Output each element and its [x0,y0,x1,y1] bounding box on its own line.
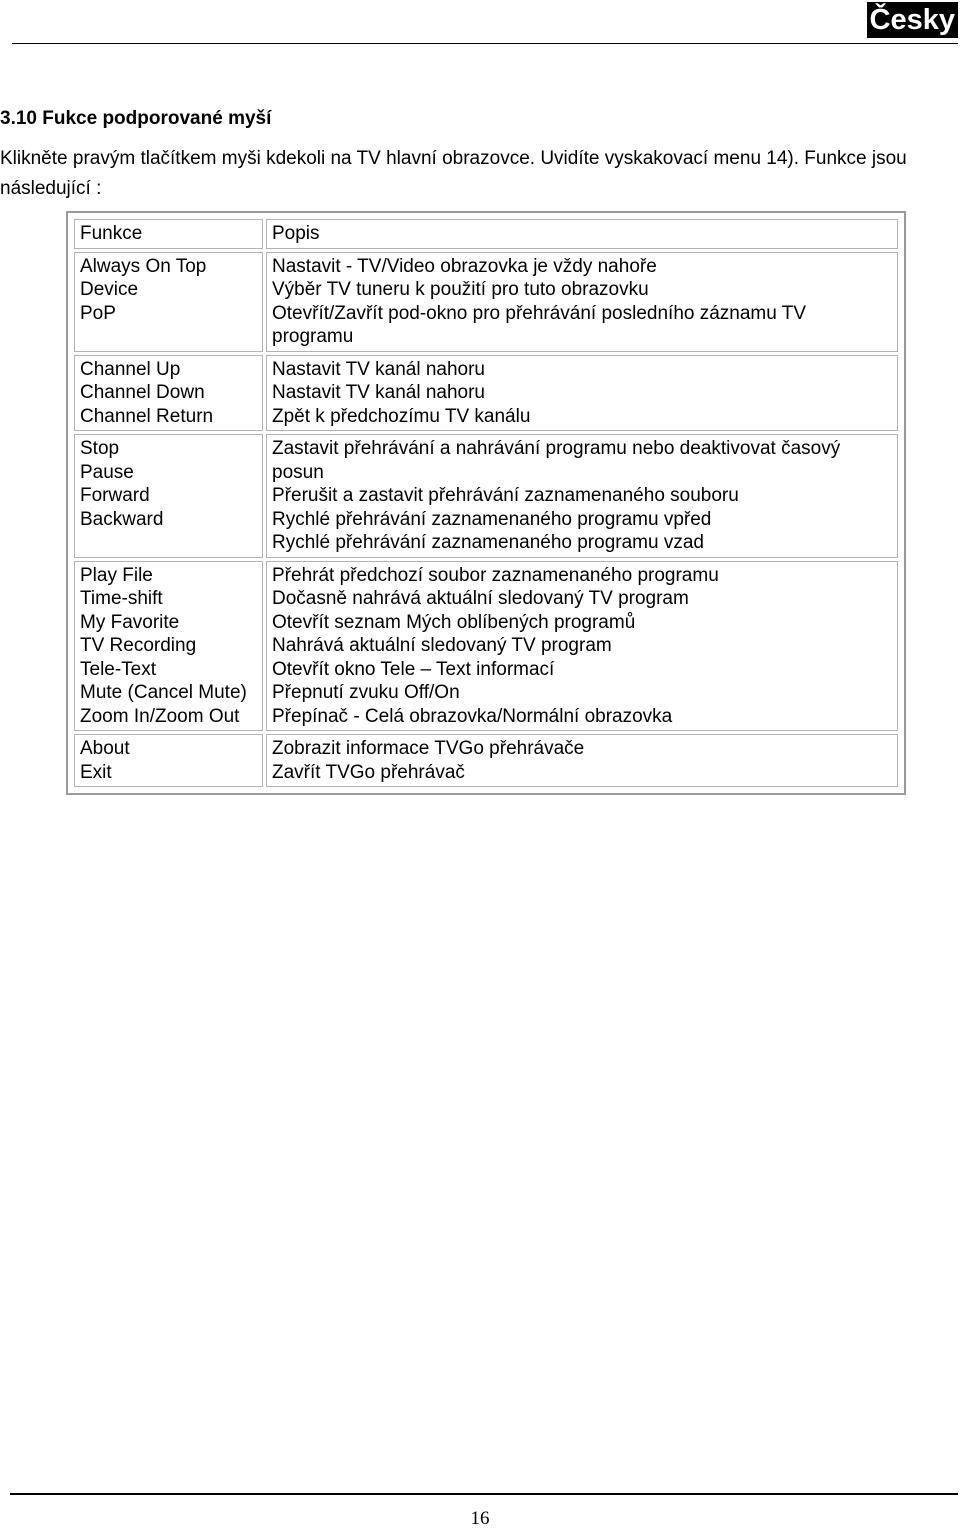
function-description: Otevřít/Zavřít pod-okno pro přehrávání posledního záznamu TV [272,302,807,324]
function-name: Device [80,279,139,300]
function-names-cell [74,252,263,352]
table-row [74,561,898,732]
table-row [74,734,898,787]
function-names-cell [74,355,263,432]
function-description: posun [272,461,324,483]
function-description: Zpět k předchozímu TV kanálu [272,405,531,427]
function-description: Zastavit přehrávání a nahrávání programu nebo deaktivovat časový [272,438,841,459]
function-description-cell [266,355,898,432]
function-description: Dočasně nahrává aktuální sledovaný TV program [272,588,689,609]
function-name: Channel Down [80,382,205,403]
function-name: About [80,738,130,759]
language-badge: Česky [867,2,958,38]
function-name: Pause [80,461,134,483]
function-name: Stop [80,438,120,459]
intro-paragraph [0,144,960,204]
function-name: My Favorite [80,611,180,633]
function-description: Zobrazit informace TVGo přehrávače [272,738,585,759]
table-row [74,252,898,352]
function-name: Play File [80,564,153,586]
function-description-cell [266,734,898,787]
function-name: PoP [80,302,116,324]
header-cell-function: Funkce [74,219,263,249]
function-name: TV Recording [80,635,197,656]
function-description: Rychlé přehrávání zaznamenaného programu vzad [272,532,704,553]
function-name: Backward [80,508,164,530]
header-cell-description: Popis [266,219,898,249]
function-description: Nastavit TV kanál nahoru [272,358,485,380]
function-description: Přepínač - Celá obrazovka/Normální obrazovka [272,705,673,727]
function-description: Nahrává aktuální sledovaný TV program [272,635,612,656]
function-description: Výběr TV tuneru k použití pro tuto obrazovku [272,279,649,300]
footer-divider [10,1493,958,1495]
functions-table [66,211,906,795]
function-name: Mute (Cancel Mute) [80,682,247,703]
function-description: Přerušit a zastavit přehrávání zaznamenaného souboru [272,485,739,506]
function-name: Exit [80,761,112,783]
table-header-row [74,219,898,249]
header-divider [12,43,958,44]
function-name: Forward [80,485,150,506]
function-name: Channel Up [80,358,181,380]
function-description-cell [266,434,898,558]
function-description: Rychlé přehrávání zaznamenaného programu vpřed [272,508,712,530]
function-description: Otevřít seznam Mých oblíbených programů [272,611,636,633]
table-row [74,355,898,432]
function-description-cell [266,561,898,732]
function-name: Channel Return [80,405,214,427]
function-description: Přepnutí zvuku Off/On [272,682,460,703]
function-name: Tele-Text [80,658,157,680]
function-names-cell [74,434,263,558]
function-description: Přehrát předchozí soubor zaznamenaného programu [272,564,719,586]
function-name: Time-shift [80,588,163,609]
function-name: Always On Top [80,255,207,277]
function-description: Otevřít okno Tele – Text informací [272,658,555,680]
page-number: 16 [470,1508,490,1529]
function-names-cell [74,734,263,787]
section-title: 3.10 Fukce podporované myší [0,108,272,129]
function-description: Nastavit TV kanál nahoru [272,382,485,403]
function-name: Zoom In/Zoom Out [80,705,240,727]
intro-line: Klikněte pravým tlačítkem myši kdekoli na TV hlavní obrazovce. Uvidíte vyskakovací menu 14). Funkce jsou [0,148,907,169]
function-description: programu [272,326,354,347]
function-names-cell [74,561,263,732]
function-description: Zavřít TVGo přehrávač [272,761,465,783]
intro-line: následující : [0,178,102,199]
function-description-cell [266,252,898,352]
function-description: Nastavit - TV/Video obrazovka je vždy nahoře [272,255,657,277]
table-row [74,434,898,558]
